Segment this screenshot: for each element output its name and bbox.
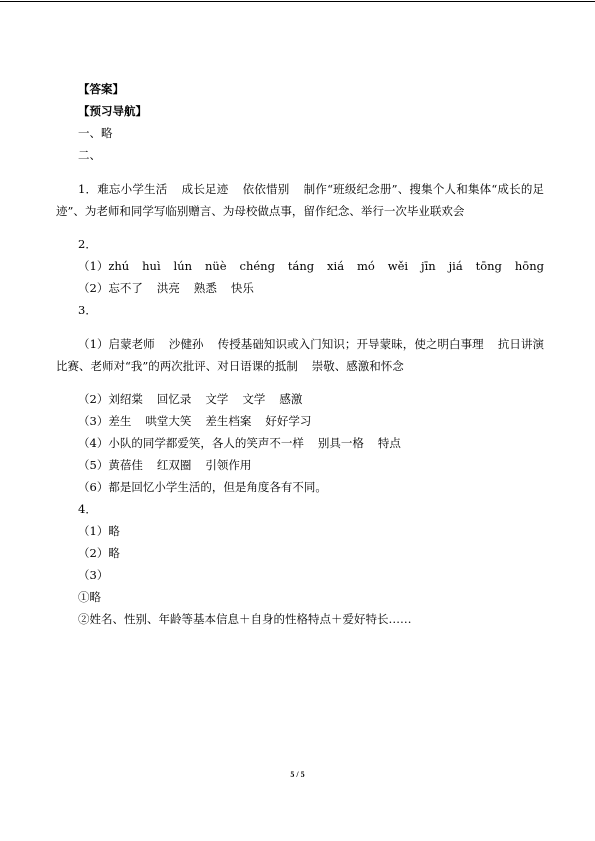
pinyin-item: tōng: [475, 259, 502, 273]
pinyin-item: chéng: [239, 259, 275, 273]
answer-heading: 【答案】: [78, 82, 124, 96]
pinyin-item: jiá: [448, 259, 463, 273]
pinyin-label: （1）zhú: [78, 259, 130, 273]
pinyin-item: lún: [173, 259, 193, 273]
item-3-sub-6: （6）都是回忆小学生活的，但是角度各有不同。: [78, 480, 327, 494]
pinyin-item: jīn: [421, 259, 436, 273]
item-4-choice-1: ①略: [78, 590, 101, 604]
item-3-sub-2: （2）刘绍棠 回忆录 文学 文学 感激: [78, 392, 303, 406]
item-2-sub-2: （2）忘不了 洪亮 熟悉 快乐: [78, 281, 254, 295]
header-rule: [0, 1, 595, 2]
item-4-sub-3: （3）: [78, 568, 109, 582]
question-1: 一、略: [78, 126, 113, 140]
page-number: 5 / 5: [290, 770, 305, 779]
item-2-number: 2．: [78, 237, 97, 251]
preview-heading: 【预习导航】: [78, 104, 147, 118]
pinyin-item: nüè: [204, 259, 227, 273]
item-3-sub-3: （3）差生 哄堂大笑 差生档案 好好学习: [78, 414, 312, 428]
item-4-choice-2: ②姓名、性别、年龄等基本信息＋自身的性格特点＋爱好特长……: [78, 612, 412, 626]
pinyin-item: wěi: [387, 259, 409, 273]
pinyin-item: xiá: [327, 259, 345, 273]
document-body: [56, 78, 544, 630]
pinyin-item: hōng: [514, 259, 544, 273]
pinyin-row: [56, 255, 544, 277]
item-3-sub-5: （5）黄蓓佳 红双圈 引领作用: [78, 458, 252, 472]
item-4-number: 4．: [78, 502, 97, 516]
item-3-sub-4: （4）小队的同学都爱笑，各人的笑声不一样 别具一格 特点: [78, 436, 401, 450]
item-3-number: 3．: [78, 303, 97, 317]
question-2: 二、: [78, 148, 101, 162]
item-4-sub-1: （1）略: [78, 524, 120, 538]
pinyin-item: táng: [287, 259, 315, 273]
item-4-sub-2: （2）略: [78, 546, 120, 560]
item-1: 1．难忘小学生活 成长足迹 依依惜别 制作“班级纪念册”、搜集个人和集体“成长的足迹”、为老师和同学写临别赠言、为母校做点事，留作纪念、举行一次毕业联欢会: [56, 181, 545, 218]
item-3-sub-1: （1）启蒙老师 沙健孙 传授基础知识或入门知识；开导蒙昧，使之明白事理 抗日讲演比赛、老师对“我”的两次批评、对日语课的抵制 崇敬、感激和怀念: [56, 336, 545, 373]
pinyin-item: mó: [356, 259, 375, 273]
pinyin-item: huì: [142, 259, 161, 273]
